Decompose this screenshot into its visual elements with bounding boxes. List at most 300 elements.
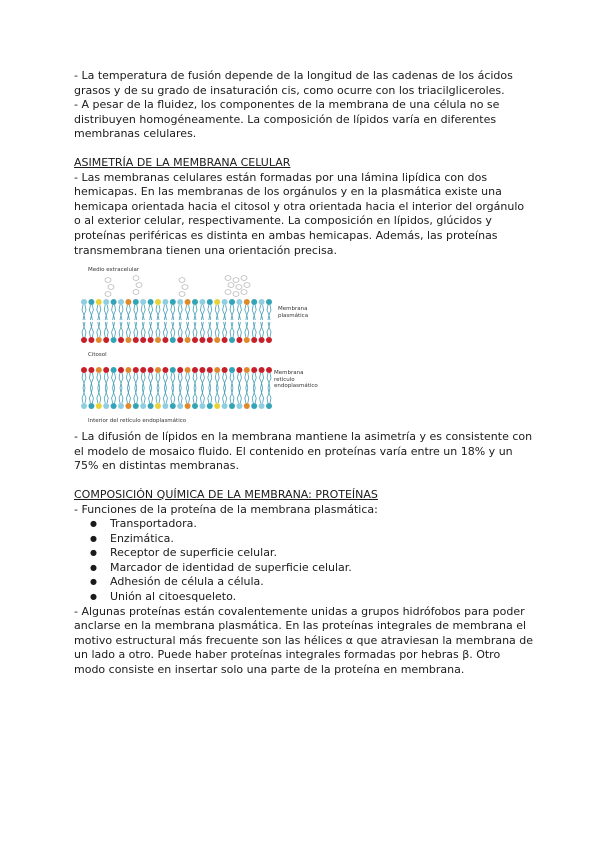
er-membrane-upper-tail [163,373,165,388]
er-membrane-lower-tail [104,388,106,403]
er-membrane-upper-head [214,367,220,373]
label-membrana-plasmatica: Membrana plasmática [278,306,309,319]
plasma-membrane-lower-tail [202,322,204,337]
label-medio-extracelular: Medio extracelular [88,267,140,274]
plasma-membrane-lower-head [266,337,272,343]
plasma-membrane-upper-tail [165,305,167,320]
plasma-membrane-lower-tail [97,322,99,337]
er-membrane-upper-head [251,367,257,373]
plasma-membrane-lower-tail [156,322,158,337]
er-membrane-lower-head [111,403,117,409]
er-membrane-upper-tail [119,373,121,388]
plasma-membrane-upper-tail [84,305,86,320]
plasma-membrane-upper-tail [215,305,217,320]
plasma-membrane-lower-tail [254,322,256,337]
plasma-membrane-lower-tail [99,322,101,337]
plasma-membrane-upper-head [251,299,257,305]
plasma-membrane-upper-tail [262,305,264,320]
plasma-membrane-lower-tail [237,322,239,337]
er-membrane-upper-head [111,367,117,373]
document-page [74,69,534,678]
er-membrane-lower-head [148,403,154,409]
er-membrane-upper-head [236,367,242,373]
plasma-membrane-upper-tail [186,305,188,320]
list-item: ● Unión al citoesqueleto. [74,590,534,605]
plasma-membrane-upper-tail [267,305,269,320]
er-membrane-upper-head [177,367,183,373]
er-membrane-upper-head [118,367,124,373]
plasma-membrane-lower-head [214,337,220,343]
plasma-membrane-lower-tail [91,322,93,337]
plasma-membrane-upper-tail [210,305,212,320]
er-membrane-lower-tail [180,388,182,403]
er-membrane-lower-tail [239,388,241,403]
er-membrane-lower-tail [114,388,116,403]
plasma-membrane-upper-tail [245,305,247,320]
er-membrane-lower-head [103,403,109,409]
membrane-diagram [78,266,328,426]
list-item: ● Marcador de identidad de superficie celular. [74,561,534,576]
er-membrane-lower-tail [171,388,173,403]
plasma-membrane-lower-tail [149,322,151,337]
plasma-membrane-lower-tail [106,322,108,337]
er-membrane-lower-head [81,403,87,409]
plasma-membrane-lower-tail [200,322,202,337]
plasma-membrane-lower-tail [136,322,138,337]
er-membrane-lower-head [185,403,191,409]
er-membrane-upper-head [88,367,94,373]
plasma-membrane-upper-tail [188,305,190,320]
list-item: ● Transportadora. [74,517,534,532]
er-membrane-upper-tail [195,373,197,388]
sugar-chain [105,278,111,283]
plasma-membrane-lower-tail [269,322,271,337]
er-membrane-lower-head [192,403,198,409]
er-membrane-upper-tail [151,373,153,388]
er-membrane-upper-tail [89,373,91,388]
plasma-membrane-upper-head [148,299,154,305]
plasma-membrane-lower-head [207,337,213,343]
er-membrane-lower-tail [151,388,153,403]
er-membrane-upper-tail [245,373,247,388]
er-membrane-upper-tail [91,373,93,388]
plasma-membrane-upper-tail [254,305,256,320]
plasma-membrane-lower-tail [84,322,86,337]
er-membrane-lower-head [170,403,176,409]
er-membrane-upper-tail [106,373,108,388]
plasma-membrane-upper-tail [89,305,91,320]
plasma-membrane-upper-head [207,299,213,305]
er-membrane-lower-tail [202,388,204,403]
er-membrane-lower-tail [141,388,143,403]
er-membrane-upper-tail [188,373,190,388]
plasma-membrane-lower-head [81,337,87,343]
er-membrane-lower-head [118,403,124,409]
er-membrane-lower-head [88,403,94,409]
sugar-chain [233,292,239,297]
plasma-membrane-lower-tail [245,322,247,337]
er-membrane-upper-tail [128,373,130,388]
plasma-membrane-upper-head [192,299,198,305]
plasma-membrane-lower-head [133,337,139,343]
er-membrane-upper-tail [149,373,151,388]
funciones-intro: - Funciones de la proteína de la membrana plasmática: [74,502,378,516]
plasma-membrane-lower-head [162,337,168,343]
plasma-membrane-lower-tail [208,322,210,337]
plasma-membrane-upper-tail [149,305,151,320]
er-membrane-upper-head [199,367,205,373]
er-membrane-lower-tail [254,388,256,403]
sugar-chain [233,278,239,283]
sugar-chain [136,283,142,288]
plasma-membrane-upper-head [222,299,228,305]
sugar-chain [241,290,247,295]
plasma-membrane-lower-tail [141,322,143,337]
er-membrane-lower-head [155,403,161,409]
er-membrane-lower-tail [89,388,91,403]
plasma-membrane-lower-tail [210,322,212,337]
plasma-membrane-lower-tail [173,322,175,337]
er-membrane-upper-tail [215,373,217,388]
er-membrane-lower-tail [128,388,130,403]
label-membrana-reticulo: Membrana retículo endoplasmático [274,370,318,390]
sugar-chain [133,276,139,281]
section-title-proteinas: COMPOSICIÓN QUÍMICA DE LA MEMBRANA: PROTEÍNAS [74,487,378,501]
plasma-membrane-upper-tail [163,305,165,320]
plasma-membrane-lower-head [244,337,250,343]
sugar-chain [244,283,250,288]
er-membrane-upper-tail [202,373,204,388]
plasma-membrane-upper-head [111,299,117,305]
sugar-chain [182,285,188,290]
er-membrane-upper-head [207,367,213,373]
plasma-membrane-lower-tail [158,322,160,337]
label-citosol: Citosol [88,352,107,359]
er-membrane-lower-head [222,403,228,409]
sugar-chain [225,276,231,281]
plasma-membrane-lower-head [236,337,242,343]
plasma-membrane-upper-tail [223,305,225,320]
er-membrane-lower-tail [252,388,254,403]
er-membrane-upper-head [162,367,168,373]
er-membrane-lower-head [259,403,265,409]
plasma-membrane-upper-tail [136,305,138,320]
label-interior-reticulo: Interior del retículo endoplasmático [88,418,187,425]
plasma-membrane-lower-head [88,337,94,343]
er-membrane-lower-head [133,403,139,409]
plasma-membrane-upper-tail [99,305,101,320]
plasma-membrane-lower-tail [188,322,190,337]
sugar-chain [228,283,234,288]
plasma-membrane-lower-tail [82,322,84,337]
plasma-membrane-upper-tail [126,305,128,320]
er-membrane-lower-tail [232,388,234,403]
er-membrane-upper-tail [178,373,180,388]
plasma-membrane-lower-tail [112,322,114,337]
plasma-membrane-upper-tail [134,305,136,320]
plasma-membrane-lower-head [118,337,124,343]
plasma-membrane-lower-tail [151,322,153,337]
plasma-membrane-lower-head [251,337,257,343]
plasma-membrane-lower-tail [134,322,136,337]
membrane-asymmetry-figure [78,266,328,426]
er-membrane-lower-tail [106,388,108,403]
plasma-membrane-lower-tail [260,322,262,337]
plasma-membrane-lower-tail [163,322,165,337]
sugar-chain [179,278,185,283]
plasma-membrane-upper-tail [200,305,202,320]
plasma-membrane-lower-head [148,337,154,343]
plasma-membrane-upper-tail [173,305,175,320]
er-membrane-lower-tail [215,388,217,403]
plasma-membrane-lower-tail [165,322,167,337]
er-membrane-lower-tail [225,388,227,403]
er-membrane-upper-tail [104,373,106,388]
er-membrane-upper-tail [223,373,225,388]
plasma-membrane-lower-head [177,337,183,343]
er-membrane-upper-tail [210,373,212,388]
plasma-membrane-upper-tail [193,305,195,320]
er-membrane-upper-tail [200,373,202,388]
er-membrane-upper-tail [114,373,116,388]
er-membrane-upper-tail [232,373,234,388]
intro-paragraph-2: - A pesar de la fluidez, los componentes de la membrana de una célula no se distribuyen homogéneamente. La composición de lípidos varía en diferentes membranas celulares. [74,98,500,141]
plasma-membrane-upper-tail [260,305,262,320]
plasma-membrane-upper-head [170,299,176,305]
plasma-membrane-lower-head [111,337,117,343]
er-membrane-lower-tail [121,388,123,403]
er-membrane-lower-head [125,403,131,409]
er-membrane-upper-head [222,367,228,373]
er-membrane-upper-tail [193,373,195,388]
plasma-membrane-lower-head [199,337,205,343]
asimetria-paragraph: - Las membranas celulares están formadas por una lámina lipídica con dos hemicapas. En las membranas de los orgánulos y en la plasmática existe una hemicapa orientada hacia el citosol y otra orientada hacia el interior del orgánulo o al exterior celular, respectivamente. La composición en lípidos, glúcidos y proteínas periféricas es distinta en ambas hemicapas. Además, las proteínas transmembrana tienen una orientación precisa. [74,170,525,257]
er-membrane-lower-tail [91,388,93,403]
plasma-membrane-lower-head [140,337,146,343]
er-membrane-lower-tail [267,388,269,403]
plasma-membrane-upper-tail [91,305,93,320]
er-membrane-lower-tail [143,388,145,403]
er-membrane-lower-tail [134,388,136,403]
er-membrane-lower-head [162,403,168,409]
plasma-membrane-upper-tail [104,305,106,320]
er-membrane-upper-tail [136,373,138,388]
plasma-membrane-upper-tail [171,305,173,320]
plasma-membrane-upper-tail [97,305,99,320]
list-item: ● Adhesión de célula a célula. [74,575,534,590]
plasma-membrane-upper-tail [237,305,239,320]
plasma-membrane-lower-tail [126,322,128,337]
sugar-chain [105,292,111,297]
er-membrane-lower-head [96,403,102,409]
sugar-chain [179,292,185,297]
plasma-membrane-lower-head [259,337,265,343]
er-membrane-upper-tail [237,373,239,388]
sugar-chain [225,290,231,295]
plasma-membrane-upper-head [185,299,191,305]
plasma-membrane-upper-tail [217,305,219,320]
er-membrane-upper-tail [217,373,219,388]
er-membrane-upper-tail [262,373,264,388]
plasma-membrane-lower-head [96,337,102,343]
plasma-membrane-upper-tail [230,305,232,320]
er-membrane-lower-tail [163,388,165,403]
er-membrane-lower-head [214,403,220,409]
plasma-membrane-upper-head [88,299,94,305]
er-membrane-upper-tail [267,373,269,388]
plasma-membrane-lower-head [192,337,198,343]
plasma-membrane-upper-tail [158,305,160,320]
plasma-membrane-upper-head [199,299,205,305]
er-membrane-lower-tail [262,388,264,403]
sugar-chain [236,285,242,290]
er-membrane-upper-head [103,367,109,373]
plasma-membrane-upper-head [259,299,265,305]
er-membrane-upper-tail [225,373,227,388]
plasma-membrane-lower-head [185,337,191,343]
plasma-membrane-upper-head [103,299,109,305]
er-membrane-upper-tail [84,373,86,388]
plasma-membrane-upper-tail [128,305,130,320]
er-membrane-lower-tail [99,388,101,403]
er-membrane-lower-tail [112,388,114,403]
plasma-membrane-upper-tail [269,305,271,320]
plasma-membrane-lower-tail [230,322,232,337]
plasma-membrane-upper-head [133,299,139,305]
er-membrane-upper-tail [126,373,128,388]
er-membrane-lower-tail [208,388,210,403]
plasma-membrane-lower-tail [186,322,188,337]
plasma-membrane-upper-tail [202,305,204,320]
er-membrane-upper-tail [173,373,175,388]
plasma-membrane-lower-tail [223,322,225,337]
plasma-membrane-lower-tail [262,322,264,337]
plasma-membrane-upper-head [229,299,235,305]
section-title-asimetria: ASIMETRÍA DE LA MEMBRANA CELULAR [74,155,291,169]
plasma-membrane-lower-tail [128,322,130,337]
plasma-membrane-lower-tail [119,322,121,337]
plasma-membrane-upper-tail [239,305,241,320]
er-membrane-lower-tail [178,388,180,403]
er-membrane-upper-head [125,367,131,373]
er-membrane-upper-head [133,367,139,373]
er-membrane-upper-tail [180,373,182,388]
plasma-membrane-upper-head [118,299,124,305]
er-membrane-lower-tail [200,388,202,403]
list-item: ● Receptor de superficie celular. [74,546,534,561]
plasma-membrane-upper-head [214,299,220,305]
er-membrane-upper-head [148,367,154,373]
plasma-membrane-lower-tail [247,322,249,337]
er-membrane-upper-tail [247,373,249,388]
er-membrane-lower-head [207,403,213,409]
plasma-membrane-upper-tail [151,305,153,320]
er-membrane-lower-tail [136,388,138,403]
er-membrane-lower-tail [269,388,271,403]
er-membrane-lower-tail [210,388,212,403]
plasma-membrane-upper-head [177,299,183,305]
er-membrane-lower-head [229,403,235,409]
plasma-membrane-upper-tail [114,305,116,320]
er-membrane-lower-tail [165,388,167,403]
er-membrane-lower-head [244,403,250,409]
plasma-membrane-lower-head [103,337,109,343]
sugar-chain [133,290,139,295]
plasma-membrane-upper-head [96,299,102,305]
plasma-membrane-lower-tail [215,322,217,337]
er-membrane-upper-tail [121,373,123,388]
er-membrane-lower-tail [186,388,188,403]
plasma-membrane-upper-head [125,299,131,305]
plasma-membrane-upper-tail [180,305,182,320]
plasma-membrane-upper-tail [195,305,197,320]
er-membrane-upper-tail [165,373,167,388]
er-membrane-lower-tail [245,388,247,403]
er-membrane-lower-tail [119,388,121,403]
er-membrane-upper-head [170,367,176,373]
intro-paragraph-1: - La temperatura de fusión depende de la longitud de las cadenas de los ácidos grasos y de su grado de insaturación cis, como ocurre con los triacilgliceroles. [74,69,513,97]
er-membrane-lower-tail [188,388,190,403]
er-membrane-upper-tail [143,373,145,388]
plasma-membrane-lower-tail [239,322,241,337]
plasma-membrane-lower-tail [114,322,116,337]
plasma-membrane-upper-tail [225,305,227,320]
er-membrane-lower-tail [193,388,195,403]
plasma-membrane-upper-head [162,299,168,305]
plasma-membrane-upper-tail [247,305,249,320]
plasma-membrane-upper-tail [112,305,114,320]
plasma-membrane-upper-tail [121,305,123,320]
plasma-membrane-upper-head [81,299,87,305]
er-membrane-upper-head [229,367,235,373]
plasma-membrane-lower-head [222,337,228,343]
plasma-membrane-upper-tail [208,305,210,320]
plasma-membrane-upper-tail [232,305,234,320]
er-membrane-upper-tail [97,373,99,388]
plasma-membrane-lower-tail [171,322,173,337]
er-membrane-lower-head [266,403,272,409]
plasma-membrane-upper-head [155,299,161,305]
plasma-membrane-lower-tail [104,322,106,337]
er-membrane-upper-tail [141,373,143,388]
er-membrane-lower-head [140,403,146,409]
er-membrane-upper-tail [186,373,188,388]
plasma-membrane-lower-tail [180,322,182,337]
er-membrane-upper-tail [134,373,136,388]
er-membrane-lower-tail [230,388,232,403]
list-item: ● Enzimática. [74,532,534,547]
er-membrane-lower-tail [84,388,86,403]
er-membrane-lower-tail [260,388,262,403]
plasma-membrane-lower-tail [252,322,254,337]
er-membrane-upper-tail [230,373,232,388]
er-membrane-lower-tail [247,388,249,403]
plasma-membrane-upper-tail [143,305,145,320]
plasma-membrane-lower-tail [267,322,269,337]
plasma-membrane-lower-head [125,337,131,343]
sugar-chain [241,276,247,281]
plasma-membrane-upper-head [266,299,272,305]
er-membrane-upper-tail [269,373,271,388]
er-membrane-lower-tail [223,388,225,403]
sugar-chain [108,285,114,290]
plasma-membrane-lower-tail [195,322,197,337]
plasma-membrane-upper-tail [156,305,158,320]
er-membrane-upper-head [96,367,102,373]
plasma-membrane-lower-tail [178,322,180,337]
plasma-membrane-lower-tail [217,322,219,337]
proteinas-paragraph: - Algunas proteínas están covalentemente unidas a grupos hidrófobos para poder anclarse en la membrana plasmática. En las proteínas integrales de membrana el motivo estructural más frecuente son las hélices α que atraviesan la membrana de un lado a otro. Puede haber proteínas integrales formadas por hebras β. Otro modo consiste en insertar solo una parte de la proteína en membrana. [74,604,534,677]
